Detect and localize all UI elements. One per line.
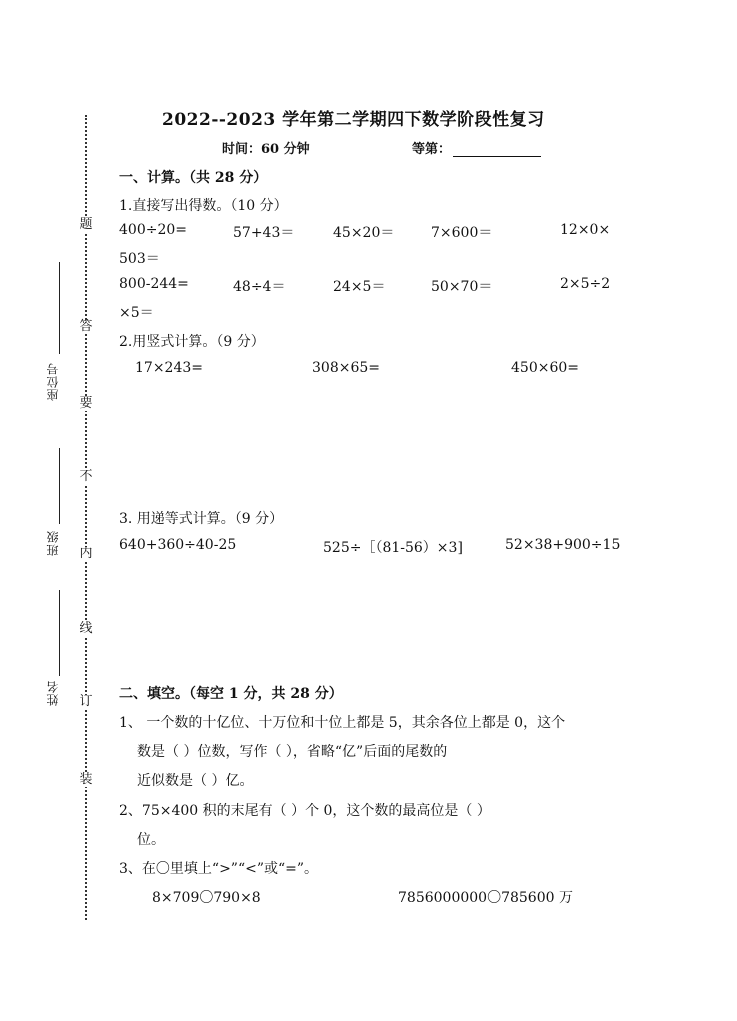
- fill-q1-line: 近似数是（ ）亿。: [137, 773, 254, 789]
- class-blank[interactable]: [59, 448, 60, 524]
- fill-q1-line: 数是（ ）位数，写作（ ），省略“亿”后面的尾数的: [137, 744, 448, 760]
- q3-item: 640+360÷40-25: [119, 537, 237, 553]
- q3-heading: 3. 用递等式计算。（9 分）: [119, 511, 284, 527]
- q1-item: 800-244=: [119, 276, 189, 292]
- q1-item: 12×0×: [560, 222, 611, 238]
- binding-char: 内: [79, 546, 93, 561]
- q3-item: 525÷［（81-56）×3]: [323, 540, 463, 556]
- seat-number-blank[interactable]: [59, 262, 60, 354]
- page-title: 2022--2023 学年第二学期四下数学阶段性复习: [162, 110, 545, 130]
- q1-item: 503＝: [119, 251, 160, 267]
- fill-q2-line: 位。: [137, 832, 165, 848]
- binding-dotted-line: [85, 115, 87, 920]
- fill-q2-line: 2、75×400 积的末尾有（ ）个 0，这个数的最高位是（ ）: [119, 803, 491, 819]
- seat-number-label: 座位号: [46, 362, 60, 401]
- q1-item: 400÷20=: [119, 222, 187, 238]
- binding-char: 答: [79, 319, 93, 334]
- q1-item: 57+43＝: [233, 225, 295, 241]
- section2-heading: 二、填空。（每空 1 分，共 28 分）: [119, 686, 343, 702]
- binding-char: 订: [79, 694, 93, 709]
- section1-heading: 一、计算。（共 28 分）: [119, 170, 268, 186]
- q1-item: 7×600＝: [431, 225, 493, 241]
- grade-label: 等第：: [412, 142, 452, 157]
- q1-item: 45×20＝: [333, 225, 395, 241]
- q2-item: 308×65=: [312, 360, 380, 376]
- q2-item: 450×60=: [511, 360, 579, 376]
- binding-char: 要: [79, 396, 93, 411]
- fill-q1-line: 1、 一个数的十亿位、十万位和十位上都是 5，其余各位上都是 0，这个: [119, 715, 566, 731]
- q1-item: 50×70＝: [431, 279, 493, 295]
- q2-heading: 2.用竖式计算。（9 分）: [119, 334, 265, 350]
- q1-item: 2×5÷2: [560, 276, 611, 292]
- binding-char: 题: [79, 217, 93, 232]
- q1-item: ×5＝: [119, 305, 154, 321]
- fill-q3-heading: 3、在〇里填上“>”“<”或“=”。: [119, 861, 319, 877]
- fill-q3-item: 7856000000〇785600 万: [398, 890, 573, 906]
- q3-item: 52×38+900÷15: [505, 537, 621, 553]
- binding-char: 装: [79, 772, 93, 787]
- class-label: 班级: [46, 530, 60, 556]
- q1-item: 48÷4＝: [233, 279, 286, 295]
- fill-q3-item: 8×709〇790×8: [152, 890, 261, 906]
- q1-item: 24×5＝: [333, 279, 386, 295]
- q2-item: 17×243=: [135, 360, 203, 376]
- name-blank[interactable]: [59, 590, 60, 676]
- q1-heading: 1.直接写出得数。（10 分）: [119, 198, 288, 214]
- name-label: 姓名: [46, 680, 60, 706]
- grade-field: [412, 138, 541, 157]
- time-label: 时间：60 分钟: [222, 142, 310, 157]
- grade-blank[interactable]: [453, 142, 541, 157]
- binding-char: 不: [79, 469, 93, 484]
- binding-char: 线: [79, 621, 93, 636]
